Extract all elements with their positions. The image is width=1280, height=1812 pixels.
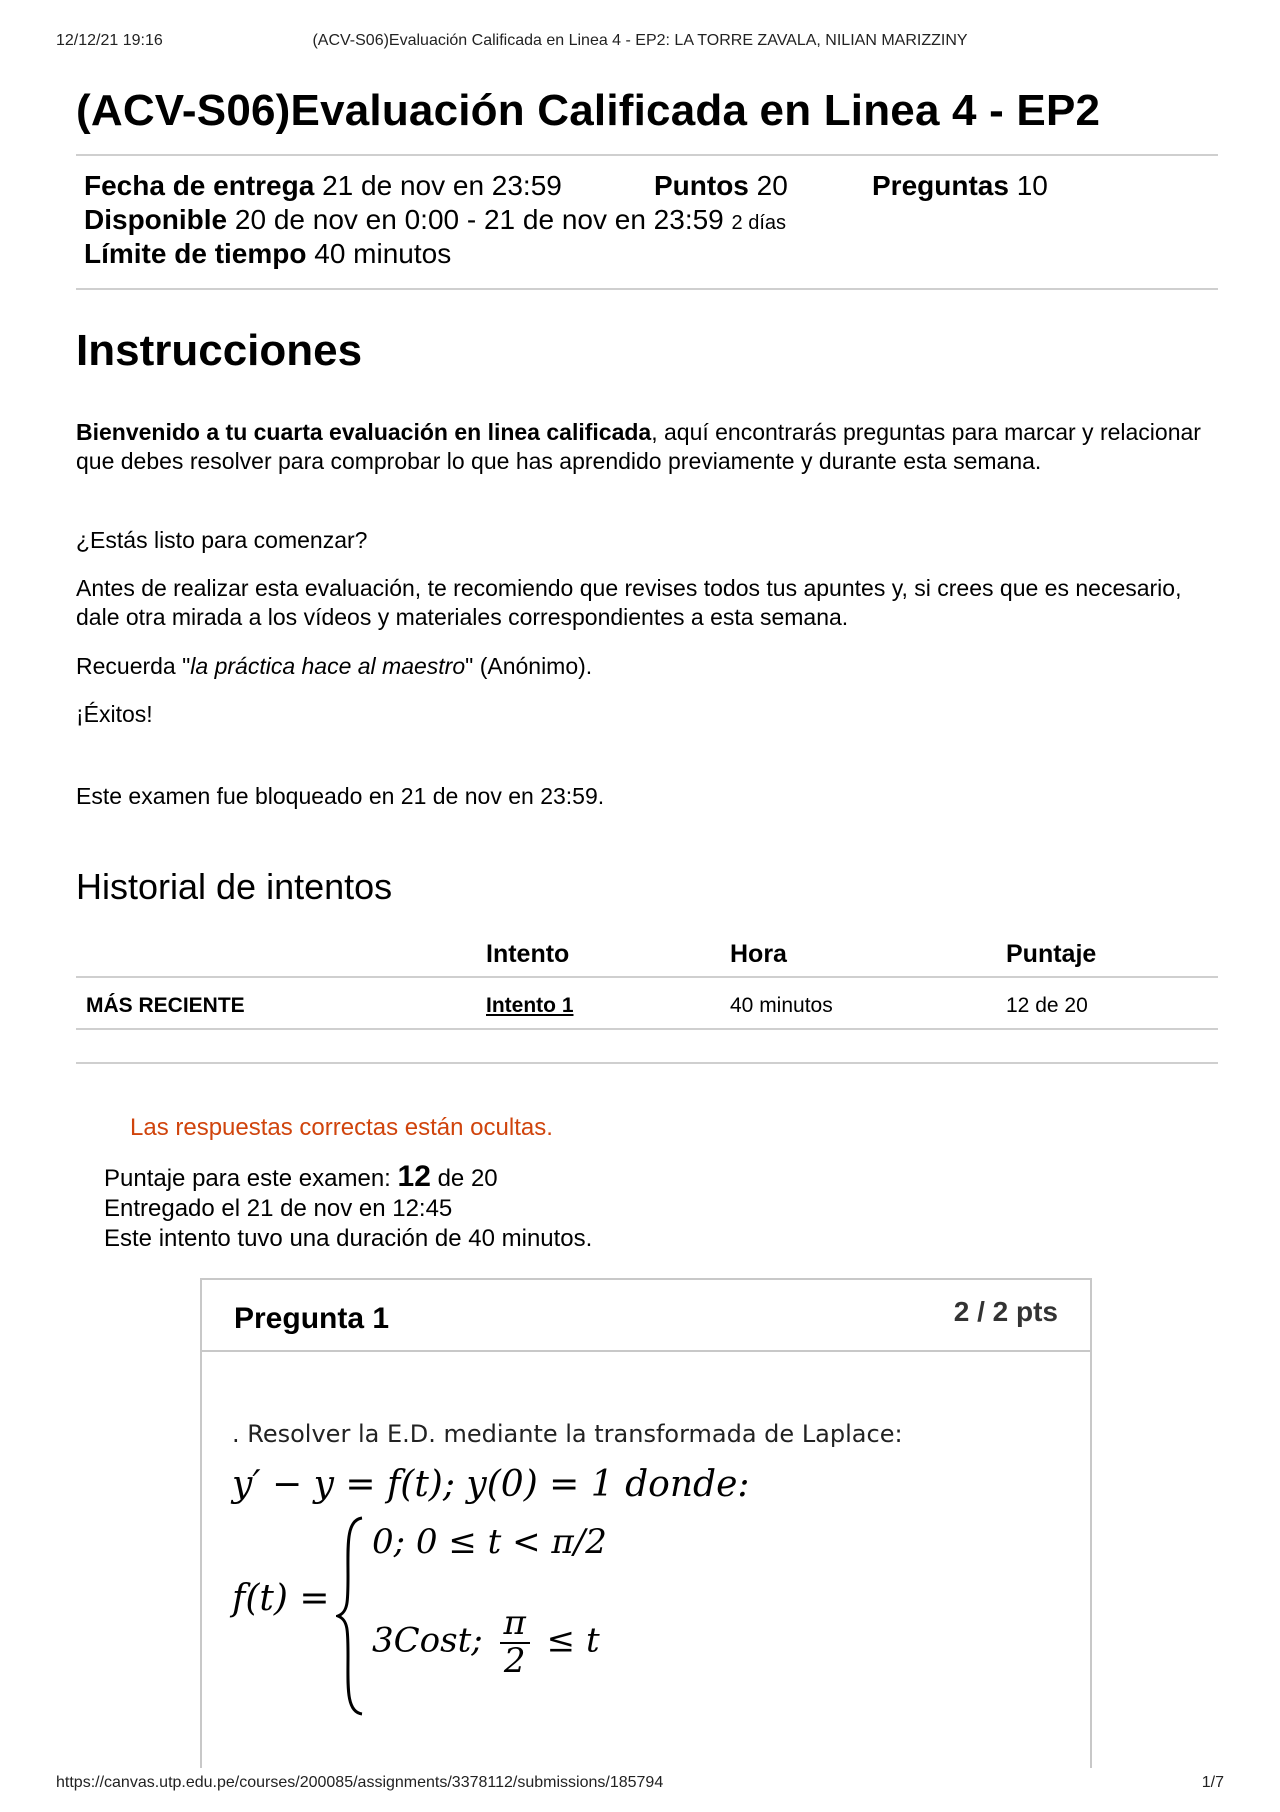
question-title: Pregunta 1 [234, 1302, 390, 1335]
history-row-time: 40 minutos [730, 994, 833, 1017]
question-intro: . Resolver la E.D. mediante la transformada de Laplace: [232, 1420, 903, 1448]
question-equation: y′ − y = f(t); y(0) = 1 donde: [232, 1464, 750, 1505]
available-days: 2 días [731, 212, 787, 234]
print-document-title: (ACV-S06)Evaluación Calificada en Linea 4 - EP2: LA TORRE ZAVALA, NILIAN MARIZZINY [312, 32, 968, 49]
submitted-date: Entregado el 21 de nov en 12:45 [104, 1195, 453, 1222]
points-detail [654, 170, 788, 202]
print-page-number: 1/7 [1201, 1774, 1224, 1791]
attempt-duration: Este intento tuvo una duración de 40 minutos. [104, 1225, 593, 1252]
questions-detail [872, 170, 1048, 202]
question-header [202, 1280, 1090, 1352]
time-limit-label: Límite de tiempo [84, 238, 307, 269]
due-value: 21 de nov en 23:59 [322, 170, 562, 201]
ready-paragraph: ¿Estás listo para comenzar? [76, 527, 368, 553]
exam-score [104, 1162, 498, 1194]
points-value: 20 [756, 170, 788, 201]
question-card [200, 1278, 1092, 1768]
history-col-attempt: Intento [486, 940, 570, 968]
success-paragraph: ¡Éxitos! [76, 701, 153, 727]
questions-value: 10 [1016, 170, 1048, 201]
due-date-detail [84, 170, 562, 202]
history-row-label: MÁS RECIENTE [86, 994, 245, 1017]
due-label: Fecha de entrega [84, 170, 315, 201]
title-divider [76, 154, 1218, 156]
points-label: Puntos [654, 170, 749, 201]
remember-paragraph [76, 652, 1218, 681]
fraction-denominator: 2 [503, 1640, 526, 1681]
print-datetime: 12/12/21 19:16 [56, 32, 163, 49]
piecewise-brace [336, 1516, 366, 1716]
remember-quote: la práctica hace al maestro [190, 653, 466, 679]
details-divider [76, 288, 1218, 290]
available-value: 20 de nov en 0:00 - 21 de nov en 23:59 [234, 204, 724, 235]
welcome-bold: Bienvenido a tu cuarta evaluación en linea calificada [76, 419, 652, 445]
history-header-divider [76, 976, 1218, 978]
pi-over-two-fraction [500, 1603, 530, 1681]
print-footer [56, 1774, 1224, 1794]
answers-hidden-warning: Las respuestas correctas están ocultas. [130, 1114, 553, 1141]
fraction-numerator: π [500, 1606, 530, 1644]
piecewise-case-2 [372, 1603, 600, 1681]
recommend-paragraph: Antes de realizar esta evaluación, te recomiendo que revises todos tus apuntes y, si crees que es necesario, dale otra mirada a los vídeos y materiales correspondientes a esta semana. [76, 575, 1182, 630]
history-col-time: Hora [730, 940, 787, 968]
piecewise-case-1: 0; 0 ≤ t < π/2 [372, 1522, 607, 1562]
time-limit-detail [84, 238, 451, 270]
remember-prefix: Recuerda " [76, 653, 191, 679]
instructions-heading: Instrucciones [76, 326, 363, 375]
locked-notice: Este examen fue bloqueado en 21 de nov en 23:59. [76, 783, 605, 809]
piecewise-function-label: f(t) = [232, 1578, 330, 1619]
welcome-text: , aquí encontrarás preguntas para marcar y relacionar que debes resolver para comprobar lo que has aprendido previamente y durante esta semana. [76, 419, 1201, 474]
available-detail [84, 204, 786, 236]
score-value: 12 [397, 1160, 431, 1193]
history-row-score: 12 de 20 [1006, 994, 1088, 1017]
question-points: 2 / 2 pts [953, 1296, 1058, 1327]
available-label: Disponible [84, 204, 228, 235]
case2-expression: 3Cost; [372, 1620, 483, 1661]
time-limit-value: 40 minutos [314, 238, 452, 269]
history-row-divider [76, 1028, 1218, 1030]
remember-suffix: " (Anónimo). [465, 653, 593, 679]
history-heading: Historial de intentos [76, 866, 393, 907]
history-col-score: Puntaje [1006, 940, 1097, 968]
score-suffix: de 20 [430, 1165, 498, 1192]
print-header [56, 32, 1224, 52]
attempt-link[interactable]: Intento 1 [486, 994, 574, 1017]
score-prefix: Puntaje para este examen: [104, 1165, 398, 1192]
print-url: https://canvas.utp.edu.pe/courses/200085/assignments/3378112/submissions/185794 [56, 1774, 664, 1791]
case2-condition: ≤ t [546, 1620, 600, 1661]
page-title: (ACV-S06)Evaluación Calificada en Linea 4 - EP2 [76, 86, 1101, 135]
section-divider [76, 1062, 1218, 1064]
questions-label: Preguntas [872, 170, 1009, 201]
welcome-paragraph [76, 418, 1218, 476]
